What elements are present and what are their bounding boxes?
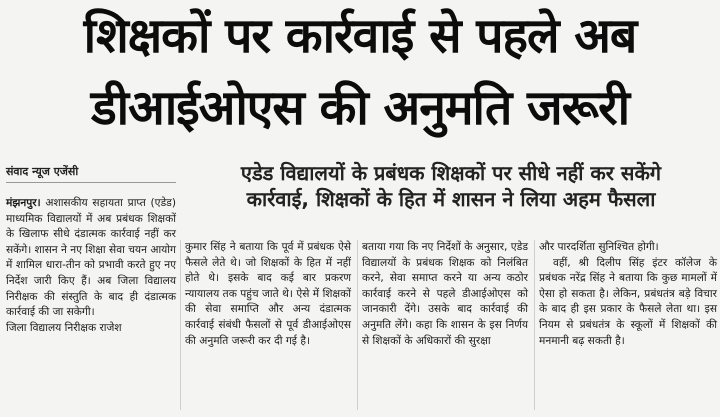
headline-line-2: डीआईओएस की अनुमति जरूरी — [90, 80, 630, 136]
subheadline-line-2: कार्रवाई, शिक्षकों के हित में शासन ने लिया अहम फैसला — [246, 187, 656, 211]
subheadline-line-1: एडेड विद्यालयों के प्रबंधक शिक्षकों पर सीधे नहीं कर सकेंगे — [240, 161, 662, 185]
column-2-text: कुमार सिंह ने बताया कि पूर्व में प्रबंधक ऐसे फैसले लेते थे। जो शिक्षकों के हित में नहीं होते थे। इसके बाद कई बार प्रकरण न्यायालय तक पहुंच जाते थे। ऐसे में शिक्षकों की सेवा समाप्ति और अन्य दंडात्मक कार्रवाई संबंधी फैसलों से पूर्व डीआईओएस की अनुमति जरूरी कर दी गई है। — [185, 241, 351, 347]
column-divider — [180, 240, 181, 410]
article-column-2 — [185, 240, 351, 349]
article-column-4 — [539, 240, 717, 349]
column-divider — [357, 240, 358, 410]
article-column-3 — [362, 240, 528, 349]
dateline: मंझनपुर। — [6, 197, 41, 209]
headline-line-1: शिक्षकों पर कार्रवाई से पहले अब — [83, 8, 637, 64]
byline-divider — [6, 182, 176, 183]
article-column-1 — [6, 196, 176, 336]
column-1-text: अशासकीय सहायता प्राप्त (एडेड) माध्यमिक विद्यालयों में अब प्रबंधक शिक्षकों के खिलाफ सीधे दंडात्मक कार्रवाई नहीं कर सकेंगे। शासन ने नए शिक्षा सेवा चयन आयोग में शामिल धारा-तीन को प्रभावी करते हुए नए निर्देश जारी किए हैं। अब जिला विद्यालय निरीक्षक की संस्तुति के बाद ही दंडात्मक कार्रवाई की जा सकेगी। — [6, 197, 176, 319]
byline: संवाद न्यूज एजेंसी — [6, 165, 79, 178]
column-4-text-continued: वहीं, श्री दिलीप सिंह इंटर कॉलेज के प्रबंधक नरेंद्र सिंह ने बताया कि कुछ मामलों में ऐसा हो सकता है। लेकिन, प्रबंधतंत्र बड़े विचार के बाद ही इस प्रकार के फैसले लेता था। इस नियम से प्रबंधतंत्र के स्कूलों में शिक्षकों की मनमानी बढ़ सकती है। — [539, 256, 717, 347]
column-3-text: बताया गया कि नए निर्देशों के अनुसार, एडेड विद्यालयों के प्रबंधक शिक्षक को निलंबित करने, सेवा समाप्त करने या अन्य कठोर कार्रवाई करने से पहले डीआईओएस को जानकारी देंगे। उसके बाद कार्रवाई की अनुमति लेंगे। कहा कि शासन के इस निर्णय से शिक्षकों के अधिकारों की सुरक्षा — [362, 241, 528, 347]
headline-block — [0, 0, 720, 160]
subheadline — [186, 160, 716, 212]
column-4-text: और पारदर्शिता सुनिश्चित होगी। — [539, 241, 659, 253]
column-divider — [534, 240, 535, 410]
column-1-text-continued: जिला विद्यालय निरीक्षक राजेश — [6, 321, 122, 334]
